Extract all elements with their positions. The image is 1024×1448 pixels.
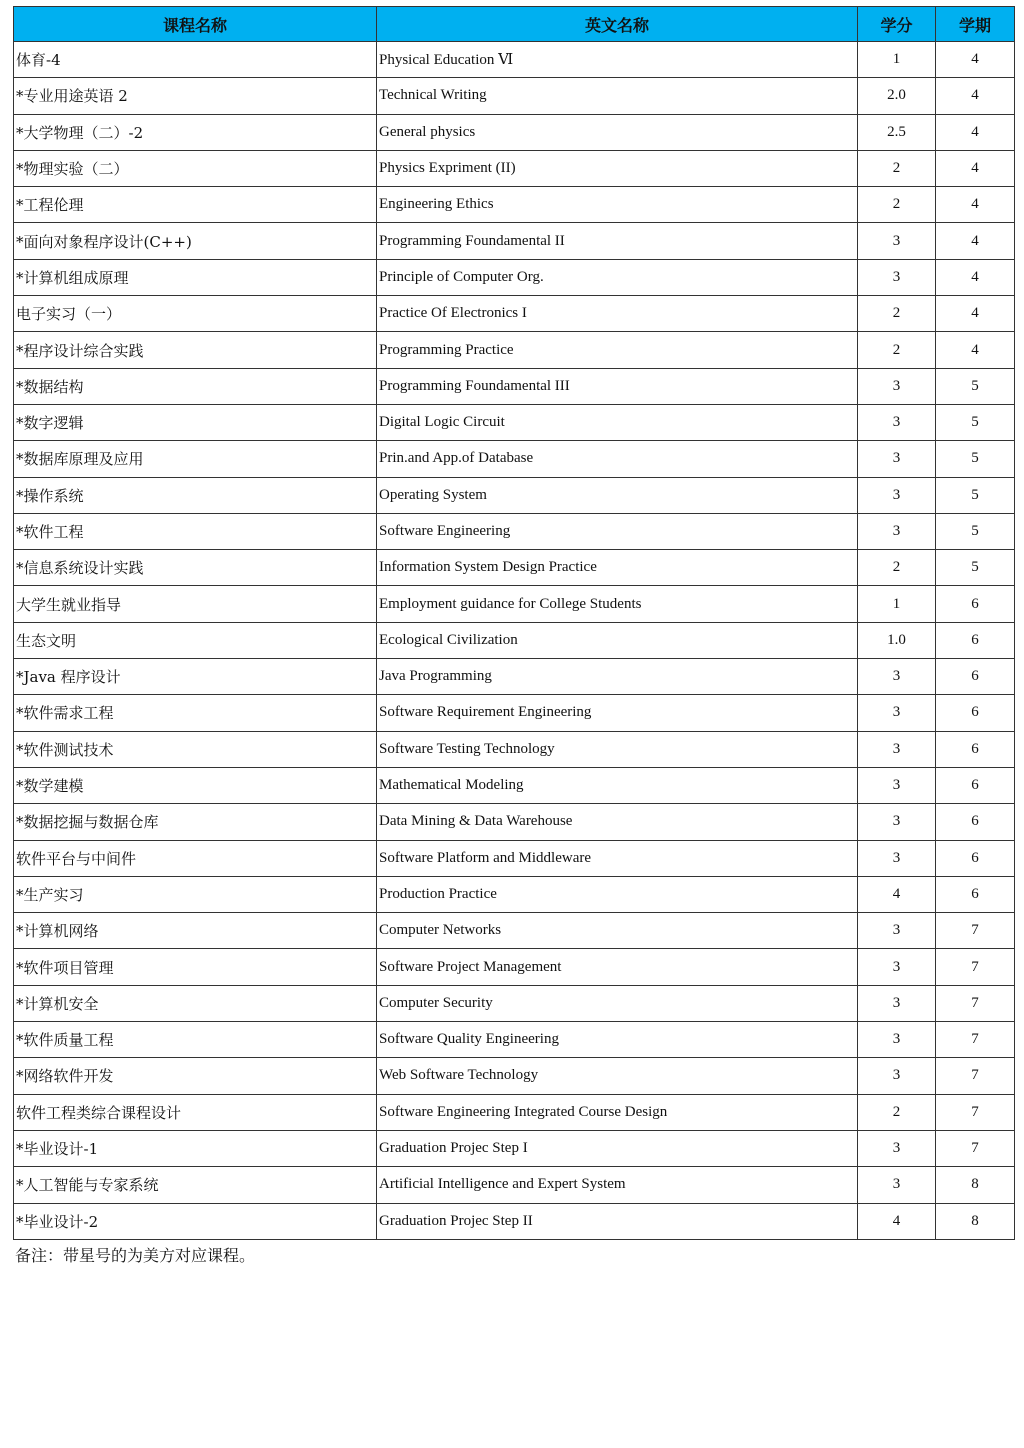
- cell-credits: 3: [858, 1022, 936, 1058]
- cell-term: 8: [936, 1167, 1015, 1203]
- cell-chinese-name: *数据库原理及应用: [14, 441, 377, 477]
- table-row: [14, 1203, 1015, 1239]
- table-row: [14, 985, 1015, 1021]
- course-table-body: [14, 42, 1015, 1240]
- cell-term: 5: [936, 477, 1015, 513]
- cell-chinese-name: 体育-4: [14, 42, 377, 78]
- cell-chinese-name: *计算机安全: [14, 985, 377, 1021]
- table-row: [14, 1022, 1015, 1058]
- cell-term: 4: [936, 259, 1015, 295]
- cell-english-name: Graduation Projec Step I: [377, 1130, 858, 1166]
- table-header-row: [14, 7, 1015, 42]
- cell-credits: 3: [858, 695, 936, 731]
- table-row: [14, 913, 1015, 949]
- cell-term: 7: [936, 985, 1015, 1021]
- table-row: [14, 1130, 1015, 1166]
- cell-english-name: Production Practice: [377, 876, 858, 912]
- table-row: [14, 659, 1015, 695]
- cell-term: 4: [936, 223, 1015, 259]
- table-row: [14, 404, 1015, 440]
- cell-chinese-name: *毕业设计-1: [14, 1130, 377, 1166]
- cell-credits: 3: [858, 804, 936, 840]
- cell-chinese-name: 软件平台与中间件: [14, 840, 377, 876]
- cell-credits: 3: [858, 1058, 936, 1094]
- cell-term: 4: [936, 114, 1015, 150]
- cell-term: 5: [936, 513, 1015, 549]
- table-row: [14, 1058, 1015, 1094]
- cell-credits: 3: [858, 513, 936, 549]
- cell-english-name: Practice Of Electronics I: [377, 296, 858, 332]
- cell-english-name: Digital Logic Circuit: [377, 404, 858, 440]
- cell-credits: 3: [858, 404, 936, 440]
- table-row: [14, 586, 1015, 622]
- cell-chinese-name: *程序设计综合实践: [14, 332, 377, 368]
- cell-credits: 3: [858, 1130, 936, 1166]
- table-row: [14, 441, 1015, 477]
- cell-credits: 3: [858, 985, 936, 1021]
- cell-credits: 3: [858, 731, 936, 767]
- table-row: [14, 259, 1015, 295]
- cell-english-name: Programming Practice: [377, 332, 858, 368]
- cell-credits: 3: [858, 949, 936, 985]
- cell-english-name: Employment guidance for College Students: [377, 586, 858, 622]
- cell-term: 5: [936, 368, 1015, 404]
- cell-term: 4: [936, 78, 1015, 114]
- cell-term: 6: [936, 840, 1015, 876]
- cell-chinese-name: *信息系统设计实践: [14, 550, 377, 586]
- cell-term: 5: [936, 550, 1015, 586]
- cell-chinese-name: *专业用途英语 2: [14, 78, 377, 114]
- cell-english-name: General physics: [377, 114, 858, 150]
- cell-credits: 3: [858, 259, 936, 295]
- cell-credits: 1.0: [858, 622, 936, 658]
- cell-term: 4: [936, 187, 1015, 223]
- table-row: [14, 876, 1015, 912]
- cell-chinese-name: *数据挖掘与数据仓库: [14, 804, 377, 840]
- header-credits: 学分: [858, 7, 936, 42]
- cell-chinese-name: *数据结构: [14, 368, 377, 404]
- table-row: [14, 78, 1015, 114]
- cell-english-name: Ecological Civilization: [377, 622, 858, 658]
- table-row: [14, 622, 1015, 658]
- cell-chinese-name: *毕业设计-2: [14, 1203, 377, 1239]
- cell-term: 8: [936, 1203, 1015, 1239]
- cell-english-name: Programming Foundamental III: [377, 368, 858, 404]
- cell-credits: 2: [858, 550, 936, 586]
- table-row: [14, 296, 1015, 332]
- cell-chinese-name: *软件项目管理: [14, 949, 377, 985]
- cell-term: 7: [936, 1094, 1015, 1130]
- cell-chinese-name: 大学生就业指导: [14, 586, 377, 622]
- cell-credits: 1: [858, 42, 936, 78]
- cell-term: 4: [936, 332, 1015, 368]
- table-row: [14, 223, 1015, 259]
- cell-term: 6: [936, 767, 1015, 803]
- cell-term: 6: [936, 804, 1015, 840]
- cell-english-name: Web Software Technology: [377, 1058, 858, 1094]
- table-row: [14, 1094, 1015, 1130]
- cell-chinese-name: 电子实习（一）: [14, 296, 377, 332]
- cell-credits: 3: [858, 368, 936, 404]
- cell-credits: 2.5: [858, 114, 936, 150]
- cell-chinese-name: *操作系统: [14, 477, 377, 513]
- cell-term: 5: [936, 404, 1015, 440]
- table-row: [14, 804, 1015, 840]
- cell-term: 4: [936, 150, 1015, 186]
- cell-credits: 2: [858, 1094, 936, 1130]
- cell-english-name: Software Requirement Engineering: [377, 695, 858, 731]
- cell-credits: 2: [858, 150, 936, 186]
- table-row: [14, 42, 1015, 78]
- table-row: [14, 550, 1015, 586]
- cell-english-name: Java Programming: [377, 659, 858, 695]
- table-row: [14, 695, 1015, 731]
- cell-credits: 2: [858, 296, 936, 332]
- cell-english-name: Artificial Intelligence and Expert System: [377, 1167, 858, 1203]
- cell-chinese-name: *计算机组成原理: [14, 259, 377, 295]
- cell-credits: 4: [858, 876, 936, 912]
- table-row: [14, 767, 1015, 803]
- cell-chinese-name: *数字逻辑: [14, 404, 377, 440]
- cell-credits: 2.0: [858, 78, 936, 114]
- cell-english-name: Software Testing Technology: [377, 731, 858, 767]
- cell-credits: 2: [858, 332, 936, 368]
- cell-english-name: Physics Expriment (II): [377, 150, 858, 186]
- cell-english-name: Data Mining & Data Warehouse: [377, 804, 858, 840]
- table-row: [14, 1167, 1015, 1203]
- cell-english-name: Technical Writing: [377, 78, 858, 114]
- cell-term: 4: [936, 42, 1015, 78]
- cell-term: 6: [936, 622, 1015, 658]
- cell-term: 6: [936, 659, 1015, 695]
- cell-term: 7: [936, 1058, 1015, 1094]
- cell-credits: 3: [858, 441, 936, 477]
- cell-chinese-name: *网络软件开发: [14, 1058, 377, 1094]
- cell-credits: 3: [858, 659, 936, 695]
- course-sheet: [13, 6, 1014, 1266]
- cell-term: 7: [936, 949, 1015, 985]
- cell-chinese-name: *软件测试技术: [14, 731, 377, 767]
- cell-english-name: Software Platform and Middleware: [377, 840, 858, 876]
- cell-chinese-name: *软件工程: [14, 513, 377, 549]
- cell-english-name: Engineering Ethics: [377, 187, 858, 223]
- cell-english-name: Programming Foundamental II: [377, 223, 858, 259]
- table-row: [14, 150, 1015, 186]
- cell-credits: 2: [858, 187, 936, 223]
- table-row: [14, 731, 1015, 767]
- table-row: [14, 114, 1015, 150]
- cell-chinese-name: *大学物理（二）-2: [14, 114, 377, 150]
- cell-english-name: Operating System: [377, 477, 858, 513]
- cell-chinese-name: *软件需求工程: [14, 695, 377, 731]
- course-table: [13, 6, 1015, 1240]
- cell-english-name: Information System Design Practice: [377, 550, 858, 586]
- header-chinese-name: 课程名称: [14, 7, 377, 42]
- cell-term: 6: [936, 695, 1015, 731]
- table-row: [14, 513, 1015, 549]
- cell-english-name: Physical Education Ⅵ: [377, 42, 858, 78]
- table-row: [14, 187, 1015, 223]
- cell-chinese-name: 软件工程类综合课程设计: [14, 1094, 377, 1130]
- cell-chinese-name: *物理实验（二）: [14, 150, 377, 186]
- cell-chinese-name: *人工智能与专家系统: [14, 1167, 377, 1203]
- footnote: 备注：带星号的为美方对应课程。: [15, 1245, 256, 1265]
- cell-english-name: Computer Security: [377, 985, 858, 1021]
- cell-english-name: Software Quality Engineering: [377, 1022, 858, 1058]
- cell-term: 5: [936, 441, 1015, 477]
- cell-term: 6: [936, 731, 1015, 767]
- cell-chinese-name: *计算机网络: [14, 913, 377, 949]
- table-row: [14, 949, 1015, 985]
- cell-term: 4: [936, 296, 1015, 332]
- cell-term: 6: [936, 876, 1015, 912]
- table-row: [14, 840, 1015, 876]
- cell-term: 7: [936, 1022, 1015, 1058]
- cell-chinese-name: *软件质量工程: [14, 1022, 377, 1058]
- cell-term: 7: [936, 1130, 1015, 1166]
- cell-english-name: Graduation Projec Step II: [377, 1203, 858, 1239]
- cell-chinese-name: *生产实习: [14, 876, 377, 912]
- cell-chinese-name: *面向对象程序设计(C++): [14, 223, 377, 259]
- cell-credits: 3: [858, 477, 936, 513]
- table-row: [14, 368, 1015, 404]
- cell-credits: 3: [858, 767, 936, 803]
- cell-chinese-name: *工程伦理: [14, 187, 377, 223]
- cell-credits: 3: [858, 913, 936, 949]
- cell-term: 6: [936, 586, 1015, 622]
- cell-credits: 3: [858, 840, 936, 876]
- table-row: [14, 477, 1015, 513]
- cell-english-name: Mathematical Modeling: [377, 767, 858, 803]
- cell-chinese-name: 生态文明: [14, 622, 377, 658]
- cell-chinese-name: *Java 程序设计: [14, 659, 377, 695]
- cell-term: 7: [936, 913, 1015, 949]
- header-english-name: 英文名称: [377, 7, 858, 42]
- cell-english-name: Principle of Computer Org.: [377, 259, 858, 295]
- header-term: 学期: [936, 7, 1015, 42]
- cell-chinese-name: *数学建模: [14, 767, 377, 803]
- cell-english-name: Software Engineering: [377, 513, 858, 549]
- cell-credits: 1: [858, 586, 936, 622]
- cell-english-name: Software Project Management: [377, 949, 858, 985]
- table-row: [14, 332, 1015, 368]
- cell-english-name: Prin.and App.of Database: [377, 441, 858, 477]
- cell-english-name: Computer Networks: [377, 913, 858, 949]
- cell-credits: 3: [858, 223, 936, 259]
- cell-credits: 3: [858, 1167, 936, 1203]
- cell-english-name: Software Engineering Integrated Course Design: [377, 1094, 858, 1130]
- cell-credits: 4: [858, 1203, 936, 1239]
